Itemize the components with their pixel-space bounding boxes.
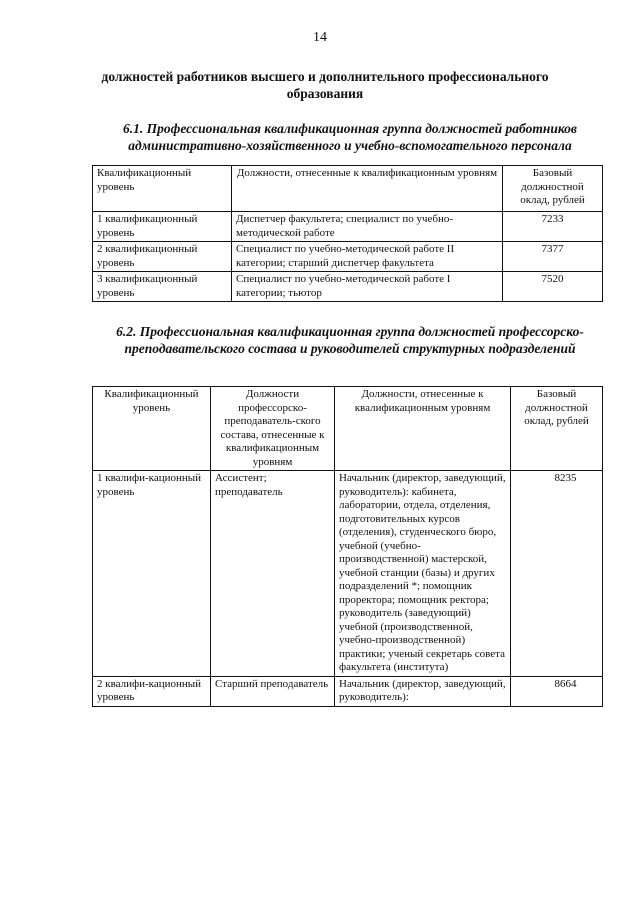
salary-cell: 8235	[511, 471, 603, 677]
level-cell: 1 квалифи-кационный уровень	[93, 471, 211, 677]
header-level: Квалификационный уровень	[93, 387, 211, 471]
positions-cell: Специалист по учебно-методической работе I категории; тьютор	[232, 272, 503, 302]
table-row	[93, 242, 603, 272]
level-cell: 1 квалификационный уровень	[93, 212, 232, 242]
positions-cell: Начальник (директор, заведующий, руководитель): кабинета, лаборатории, отдела, отделения, подготовительных курсов (отделения), студенческого бюро, учебной (учебно-производственной) мастерской, учебной станции (базы) и других подразделений *; помощник проректора; помощник ректора; руководитель (заведующий) учебной (производственной, учебно-производственной) практики; ученый секретарь совета факультета (института)	[335, 471, 511, 677]
positions-cell: Диспетчер факультета; специалист по учебно-методической работе	[232, 212, 503, 242]
header-positions: Должности, отнесенные к квалификационным уровням	[232, 166, 503, 212]
continued-heading: должностей работников высшего и дополнительного профессионального образования	[101, 69, 549, 101]
positions-cell: Специалист по учебно-методической работе II категории; старший диспетчер факультета	[232, 242, 503, 272]
header-level: Квалификационный уровень	[93, 166, 232, 212]
header-salary: Базовый должностной оклад, рублей	[511, 387, 603, 471]
level-cell: 2 квалификационный уровень	[93, 242, 232, 272]
table-teaching-staff	[92, 386, 603, 707]
section-6-1-title: 6.1. Профессиональная квалификационная группа должностей работников административно-хозяйственного и учебно-вспомогательного персонала	[123, 121, 577, 153]
table-header-row	[93, 166, 603, 212]
pps-cell: Ассистент; преподаватель	[211, 471, 335, 677]
table-row	[93, 272, 603, 302]
table-header-row	[93, 387, 603, 471]
level-cell: 3 квалификационный уровень	[93, 272, 232, 302]
salary-cell: 7520	[503, 272, 603, 302]
level-cell: 2 квалифи-кационный уровень	[93, 676, 211, 706]
table-row	[93, 676, 603, 706]
section-6-2-title: 6.2. Профессиональная квалификационная группа должностей профессорско-преподавательского состава и руководителей структурных подразделений	[116, 324, 584, 356]
positions-cell: Начальник (директор, заведующий, руководитель):	[335, 676, 511, 706]
header-pps-positions: Должности профессорско-преподаватель-ского состава, отнесенные к квалификационным уровням	[211, 387, 335, 471]
table-admin-staff	[92, 165, 603, 302]
pps-cell: Старший преподаватель	[211, 676, 335, 706]
salary-cell: 7377	[503, 242, 603, 272]
header-salary: Базовый должностной оклад, рублей	[503, 166, 603, 212]
header-positions: Должности, отнесенные к квалификационным уровням	[335, 387, 511, 471]
salary-cell: 8664	[511, 676, 603, 706]
page-number: 14	[313, 30, 327, 45]
table-row	[93, 471, 603, 677]
table-row	[93, 212, 603, 242]
salary-cell: 7233	[503, 212, 603, 242]
